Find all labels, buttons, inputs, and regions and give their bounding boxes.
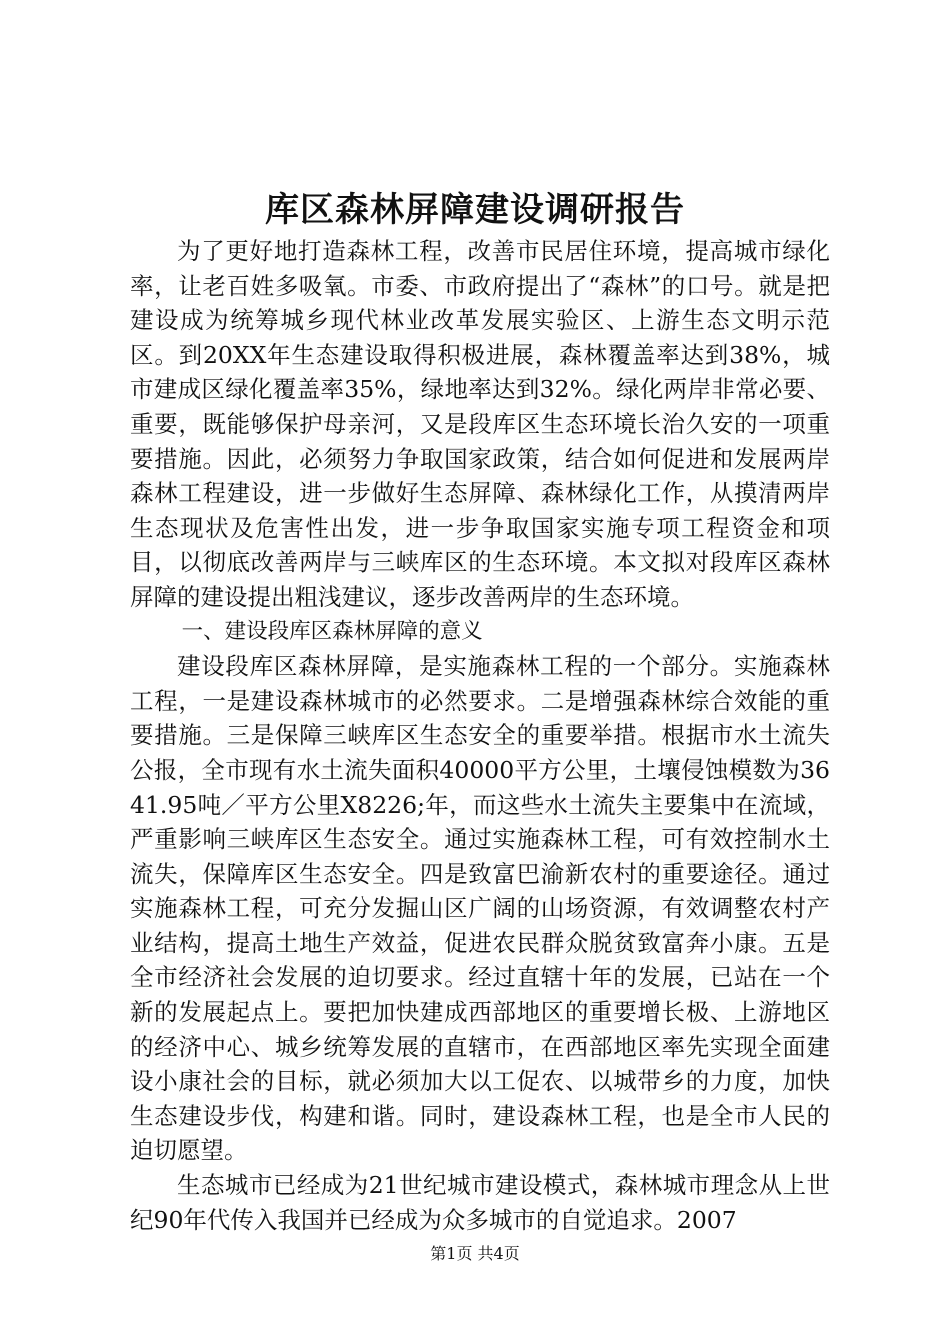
paragraph-significance: 建设段库区森林屏障，是实施森林工程的一个部分。实施森林工程，一是建设森林城市的必然要求。二是增强森林综合效能的重要措施。三是保障三峡库区生态安全的重要举措。根据市水土流失公报，全市现有水土流失面积40000平方公里，土壤侵蚀模数为3641.95吨／平方公里X8226;年，而这些水土流失主要集中在流域，严重影响三峡库区生态安全。通过实施森林工程，可有效控制水土流失，保障库区生态安全。四是致富巴渝新农村的重要途径。通过实施森林工程，可充分发掘山区广阔的山场资源，有效调整农村产业结构，提高土地生产效益，促进农民群众脱贫致富奔小康。五是全市经济社会发展的迫切要求。经过直辖十年的发展，已站在一个新的发展起点上。要把加快建成西部地区的重要增长极、上游地区的经济中心、城乡统筹发展的直辖市，在西部地区率先实现全面建设小康社会的目标，就必须加大以工促农、以城带乡的力度，加快生态建设步伐，构建和谐。同时，建设森林工程，也是全市人民的迫切愿望。: [130, 652, 830, 1165]
section-heading-significance: 一、建设段库区森林屏障的意义: [181, 618, 483, 644]
paragraph-intro: 为了更好地打造森林工程，改善市民居住环境，提高城市绿化率，让老百姓多吸氧。市委、市政府提出了“森林”的口号。就是把建设成为统筹城乡现代林业改革发展实验区、上游生态文明示范区。到20XX年生态建设取得积极进展，森林覆盖率达到38%，城市建成区绿化覆盖率35%，绿地率达到32%。绿化两岸非常必要、重要，既能够保护母亲河，又是段库区生态环境长治久安的一项重要措施。因此，必须努力争取国家政策，结合如何促进和发展两岸森林工程建设，进一步做好生态屏障、森林绿化工作，从摸清两岸生态现状及危害性出发，进一步争取国家实施专项工程资金和项目，以彻底改善两岸与三峡库区的生态环境。本文拟对段库区森林屏障的建设提出粗浅建议，逐步改善两岸的生态环境。: [130, 237, 830, 611]
paragraph-eco-city: 生态城市已经成为21世纪城市建设模式，森林城市理念从上世纪90年代传入我国并已经成为众多城市的自觉追求。2007: [130, 1171, 830, 1234]
document-title: 库区森林屏障建设调研报告: [265, 190, 685, 230]
page-footer: 第1页 共4页: [430, 1244, 520, 1263]
document-body: [130, 234, 830, 1237]
